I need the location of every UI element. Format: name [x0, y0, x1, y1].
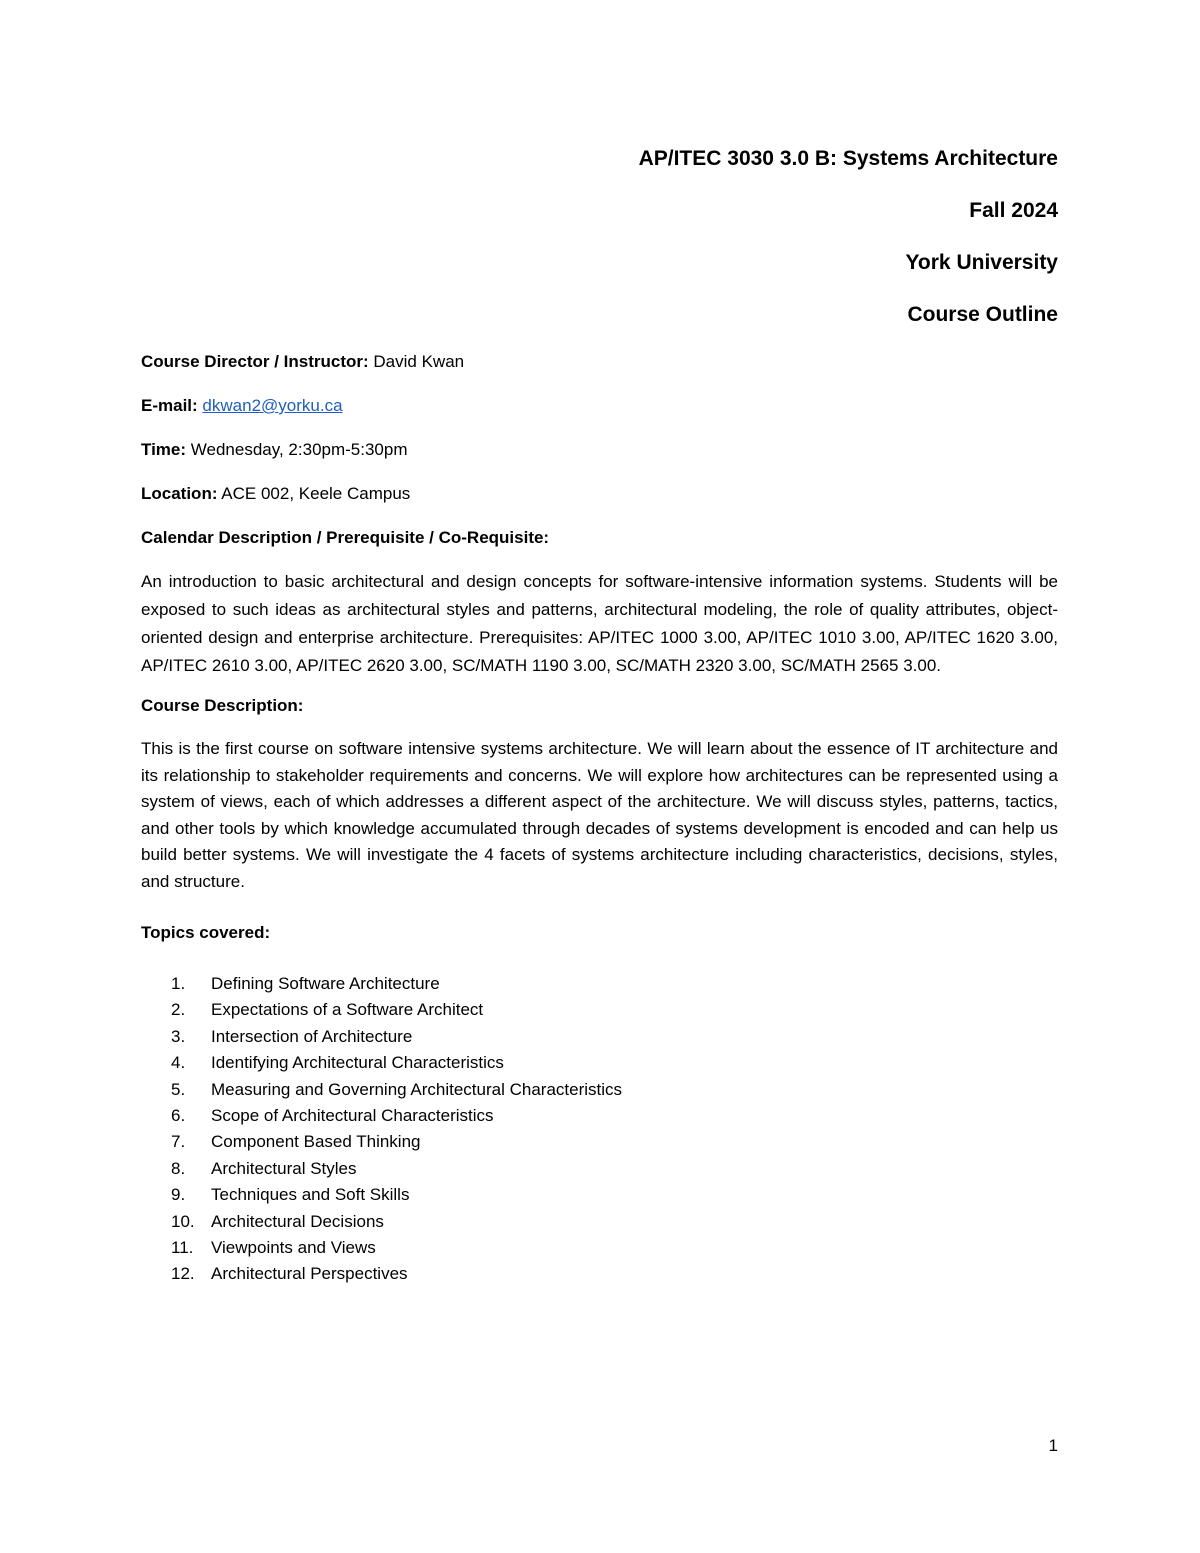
- calendar-description-text: An introduction to basic architectural and design concepts for software-intensive information systems. Students will be exposed to such ideas as architectural styles and patterns, architectural modeling, the role of quality attributes, object-oriented design and enterprise architecture. Prerequisites: AP/ITEC 1000 3.00, AP/ITEC 1010 3.00, AP/ITEC 1620 3.00, AP/ITEC 2610 3.00, AP/ITEC 2620 3.00, SC/MATH 1190 3.00, SC/MATH 2320 3.00, SC/MATH 2565 3.00.: [141, 572, 1058, 675]
- topic-item: [171, 1077, 1058, 1103]
- topic-number: 3.: [171, 1026, 186, 1046]
- email-field: [141, 394, 1058, 418]
- course-director-label: Course Director / Instructor:: [141, 352, 369, 371]
- topic-item: [171, 1050, 1058, 1076]
- topic-item: [171, 1209, 1058, 1235]
- topic-number: 2.: [171, 1000, 186, 1020]
- term: Fall 2024: [969, 199, 1058, 222]
- topic-item: [171, 1235, 1058, 1261]
- course-description-heading: Course Description:: [141, 696, 304, 715]
- topic-text: Measuring and Governing Architectural Characteristics: [211, 1079, 623, 1099]
- topic-item: [171, 1156, 1058, 1182]
- email-link[interactable]: dkwan2@yorku.ca: [202, 396, 343, 415]
- topic-text: Architectural Styles: [211, 1158, 357, 1178]
- topic-text: Component Based Thinking: [211, 1132, 421, 1152]
- topic-number: 8.: [171, 1158, 186, 1178]
- document-type: Course Outline: [907, 303, 1058, 326]
- topic-text: Techniques and Soft Skills: [211, 1185, 410, 1205]
- topic-text: Architectural Decisions: [211, 1211, 384, 1231]
- location-label: Location:: [141, 484, 218, 503]
- topic-number: 6.: [171, 1106, 186, 1126]
- topic-text: Identifying Architectural Characteristics: [211, 1053, 504, 1073]
- calendar-description-heading: Calendar Description / Prerequisite / Co-Requisite:: [141, 528, 550, 547]
- topic-text: Viewpoints and Views: [211, 1238, 376, 1258]
- time-field: [141, 438, 1058, 462]
- course-title: AP/ITEC 3030 3.0 B: Systems Architecture: [638, 147, 1058, 170]
- topic-text: Architectural Perspectives: [211, 1264, 408, 1284]
- course-director-value: David Kwan: [373, 352, 465, 371]
- topics-list: [141, 971, 1058, 1288]
- topic-item: [171, 1024, 1058, 1050]
- topic-number: 11.: [171, 1238, 194, 1258]
- topic-number: 9.: [171, 1185, 186, 1205]
- topic-item: [171, 997, 1058, 1023]
- page-number: 1: [1048, 1436, 1058, 1455]
- topic-item: [171, 1103, 1058, 1129]
- topic-number: 4.: [171, 1053, 186, 1073]
- topic-item: [171, 1261, 1058, 1287]
- topic-item: [171, 971, 1058, 997]
- topic-number: 7.: [171, 1132, 186, 1152]
- course-director-field: [141, 350, 1058, 374]
- topics-heading: Topics covered:: [141, 923, 271, 942]
- topic-number: 12.: [171, 1264, 195, 1284]
- topic-number: 10.: [171, 1211, 195, 1231]
- topic-text: Intersection of Architecture: [211, 1026, 413, 1046]
- topic-number: 5.: [171, 1079, 186, 1099]
- topic-item: [171, 1182, 1058, 1208]
- location-value: ACE 002, Keele Campus: [221, 484, 411, 503]
- university-name: York University: [905, 251, 1058, 274]
- topic-number: 1.: [171, 974, 186, 993]
- topic-text: Scope of Architectural Characteristics: [211, 1106, 494, 1126]
- time-label: Time:: [141, 440, 187, 459]
- time-value: Wednesday, 2:30pm-5:30pm: [190, 440, 408, 459]
- topic-item: [171, 1129, 1058, 1155]
- location-field: [141, 482, 1058, 506]
- document-header: [639, 143, 1058, 351]
- topic-text: Expectations of a Software Architect: [211, 1000, 484, 1020]
- topic-text: Defining Software Architecture: [211, 974, 440, 993]
- document-body: [141, 350, 1058, 1288]
- email-label: E-mail:: [141, 396, 198, 415]
- course-description-text: This is the first course on software intensive systems architecture. We will learn about the essence of IT architecture and its relationship to stakeholder requirements and concerns. We will explore how architectures can be represented using a system of views, each of which addresses a different aspect of the architecture. We will discuss styles, patterns, tactics, and other tools by which knowledge accumulated through decades of systems development is encoded and can help us build better systems. We will investigate the 4 facets of systems architecture including characteristics, decisions, styles, and structure.: [141, 739, 1058, 891]
